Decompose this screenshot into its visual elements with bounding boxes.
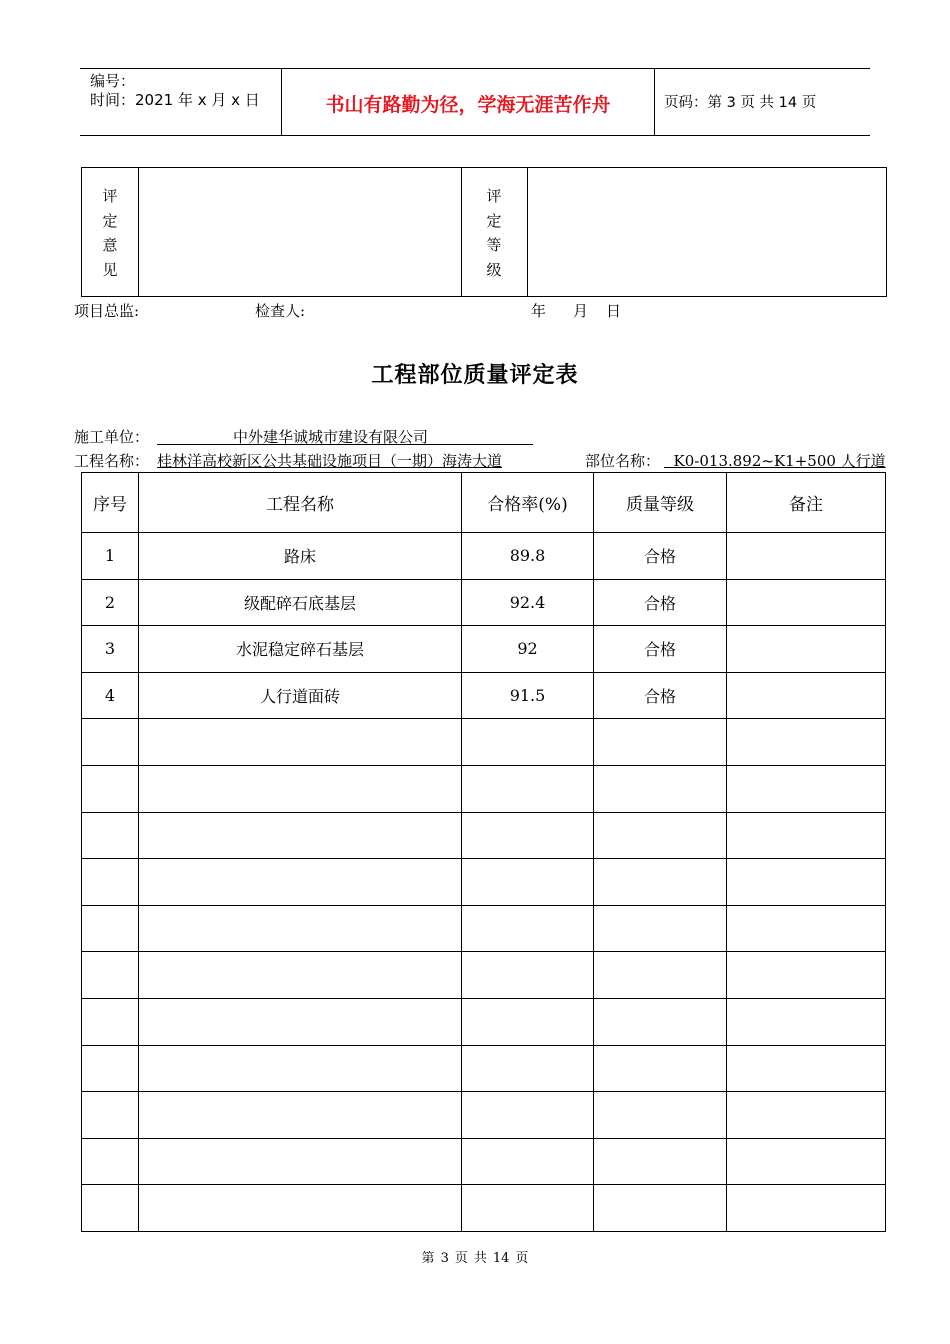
cell-grade[interactable]: 合格 (594, 533, 727, 580)
header-bottom-rule (80, 135, 870, 136)
cell-index[interactable]: 1 (82, 533, 139, 580)
cell-index[interactable]: 3 (82, 626, 139, 673)
cell-pass-rate[interactable] (462, 952, 594, 999)
cell-grade[interactable]: 合格 (594, 672, 727, 719)
cell-item-name[interactable] (139, 859, 462, 906)
cell-item-name[interactable] (139, 1185, 462, 1232)
opinion-field[interactable] (139, 168, 461, 296)
cell-index[interactable]: 2 (82, 579, 139, 626)
page-title: 工程部位质量评定表 (371, 362, 579, 388)
cell-grade[interactable] (594, 719, 727, 766)
cell-item-name[interactable] (139, 812, 462, 859)
cell-pass-rate[interactable] (462, 719, 594, 766)
cell-pass-rate[interactable] (462, 765, 594, 812)
col-header-rate: 合格率(%) (462, 473, 594, 533)
table-header-row (82, 473, 886, 533)
table-row (82, 859, 886, 906)
cell-pass-rate[interactable] (462, 812, 594, 859)
header-page-info: 页码：第 3 页 共 14 页 (664, 95, 817, 111)
cell-remark[interactable] (727, 812, 886, 859)
cell-remark[interactable] (727, 765, 886, 812)
cell-index[interactable] (82, 765, 139, 812)
sign-day: 日 (606, 302, 622, 320)
table-row (82, 626, 886, 673)
cell-pass-rate[interactable]: 92.4 (462, 579, 594, 626)
cell-item-name[interactable]: 级配碎石底基层 (139, 579, 462, 626)
cell-index[interactable] (82, 1138, 139, 1185)
page-footer: 第 3 页 共 14 页 (421, 1251, 529, 1266)
opinion-label: 评 定 意 见 (102, 187, 118, 279)
part-label: 部位名称： (585, 452, 661, 470)
cell-grade[interactable] (594, 765, 727, 812)
grade-field[interactable] (528, 168, 886, 296)
table-row (82, 1045, 886, 1092)
cell-pass-rate[interactable] (462, 1045, 594, 1092)
col-header-index: 序号 (82, 473, 139, 533)
cell-pass-rate[interactable] (462, 998, 594, 1045)
cell-item-name[interactable] (139, 1045, 462, 1092)
cell-grade[interactable] (594, 1185, 727, 1232)
cell-pass-rate[interactable]: 91.5 (462, 672, 594, 719)
serial-label: 编号： (90, 72, 136, 90)
cell-item-name[interactable] (139, 905, 462, 952)
col-header-item: 工程名称 (139, 473, 462, 533)
cell-item-name[interactable]: 人行道面砖 (139, 672, 462, 719)
table-row (82, 765, 886, 812)
table-row (82, 579, 886, 626)
cell-item-name[interactable] (139, 719, 462, 766)
cell-pass-rate[interactable]: 89.8 (462, 533, 594, 580)
cell-index[interactable]: 4 (82, 672, 139, 719)
footer-total-pages: 14 (492, 1251, 510, 1266)
cell-index[interactable] (82, 859, 139, 906)
table-row (82, 672, 886, 719)
evaluation-box (81, 167, 887, 297)
cell-index[interactable] (82, 1185, 139, 1232)
cell-item-name[interactable] (139, 952, 462, 999)
cell-remark[interactable] (727, 626, 886, 673)
table-row (82, 1092, 886, 1139)
cell-grade[interactable] (594, 1045, 727, 1092)
table-row (82, 1185, 886, 1232)
table-row (82, 533, 886, 580)
cell-item-name[interactable]: 水泥稳定碎石基层 (139, 626, 462, 673)
cell-grade[interactable] (594, 812, 727, 859)
col-header-grade: 质量等级 (594, 473, 727, 533)
contractor-label: 施工单位： (74, 428, 150, 446)
cell-grade[interactable] (594, 952, 727, 999)
cell-index[interactable] (82, 812, 139, 859)
grade-label: 评 定 等 级 (486, 187, 502, 279)
cell-index[interactable] (82, 1092, 139, 1139)
supervisor-label: 项目总监: (74, 302, 140, 320)
cell-remark[interactable] (727, 1138, 886, 1185)
cell-index[interactable] (82, 1045, 139, 1092)
header-motto: 书山有路勤为径，学海无涯苦作舟 (325, 94, 611, 116)
table-row (82, 812, 886, 859)
cell-pass-rate[interactable] (462, 905, 594, 952)
cell-item-name[interactable] (139, 765, 462, 812)
contractor-value: 中外建华诚城市建设有限公司 (157, 426, 533, 445)
cell-remark[interactable] (727, 952, 886, 999)
cell-pass-rate[interactable] (462, 1138, 594, 1185)
cell-grade[interactable] (594, 859, 727, 906)
table-row (82, 719, 886, 766)
project-value: 桂林洋高校新区公共基础设施项目（一期）海涛大道 (157, 452, 503, 470)
sign-year: 年 (531, 302, 547, 320)
cell-grade[interactable]: 合格 (594, 579, 727, 626)
cell-index[interactable] (82, 719, 139, 766)
inspector-label: 检查人: (255, 302, 306, 320)
cell-grade[interactable]: 合格 (594, 626, 727, 673)
table-row (82, 1138, 886, 1185)
cell-remark[interactable] (727, 719, 886, 766)
cell-remark[interactable] (727, 905, 886, 952)
col-header-remark: 备注 (727, 473, 886, 533)
cell-pass-rate[interactable] (462, 1092, 594, 1139)
cell-remark[interactable] (727, 1092, 886, 1139)
table-row (82, 998, 886, 1045)
cell-remark[interactable] (727, 533, 886, 580)
quality-table (81, 472, 886, 1232)
header-date: 时间：2021 年 x 月 x 日 (90, 91, 260, 109)
cell-pass-rate[interactable] (462, 1185, 594, 1232)
project-label: 工程名称： (74, 452, 150, 470)
cell-item-name[interactable]: 路床 (139, 533, 462, 580)
cell-remark[interactable] (727, 1045, 886, 1092)
cell-remark[interactable] (727, 998, 886, 1045)
cell-pass-rate[interactable]: 92 (462, 626, 594, 673)
header-top-rule (80, 68, 870, 69)
cell-index[interactable] (82, 905, 139, 952)
cell-item-name[interactable] (139, 1092, 462, 1139)
cell-grade[interactable] (594, 998, 727, 1045)
footer-page-number: 3 (440, 1251, 449, 1266)
table-row (82, 952, 886, 999)
cell-item-name[interactable] (139, 998, 462, 1045)
cell-grade[interactable] (594, 905, 727, 952)
cell-index[interactable] (82, 952, 139, 999)
part-value: K0-013.892~K1+500 人行道 (673, 452, 886, 470)
cell-pass-rate[interactable] (462, 859, 594, 906)
table-body (82, 533, 886, 1232)
sign-month: 月 (573, 302, 589, 320)
table-row (82, 905, 886, 952)
cell-grade[interactable] (594, 1092, 727, 1139)
cell-grade[interactable] (594, 1138, 727, 1185)
cell-item-name[interactable] (139, 1138, 462, 1185)
header-divider-right (654, 68, 655, 136)
cell-remark[interactable] (727, 859, 886, 906)
cell-remark[interactable] (727, 1185, 886, 1232)
cell-remark[interactable] (727, 579, 886, 626)
cell-remark[interactable] (727, 672, 886, 719)
cell-index[interactable] (82, 998, 139, 1045)
